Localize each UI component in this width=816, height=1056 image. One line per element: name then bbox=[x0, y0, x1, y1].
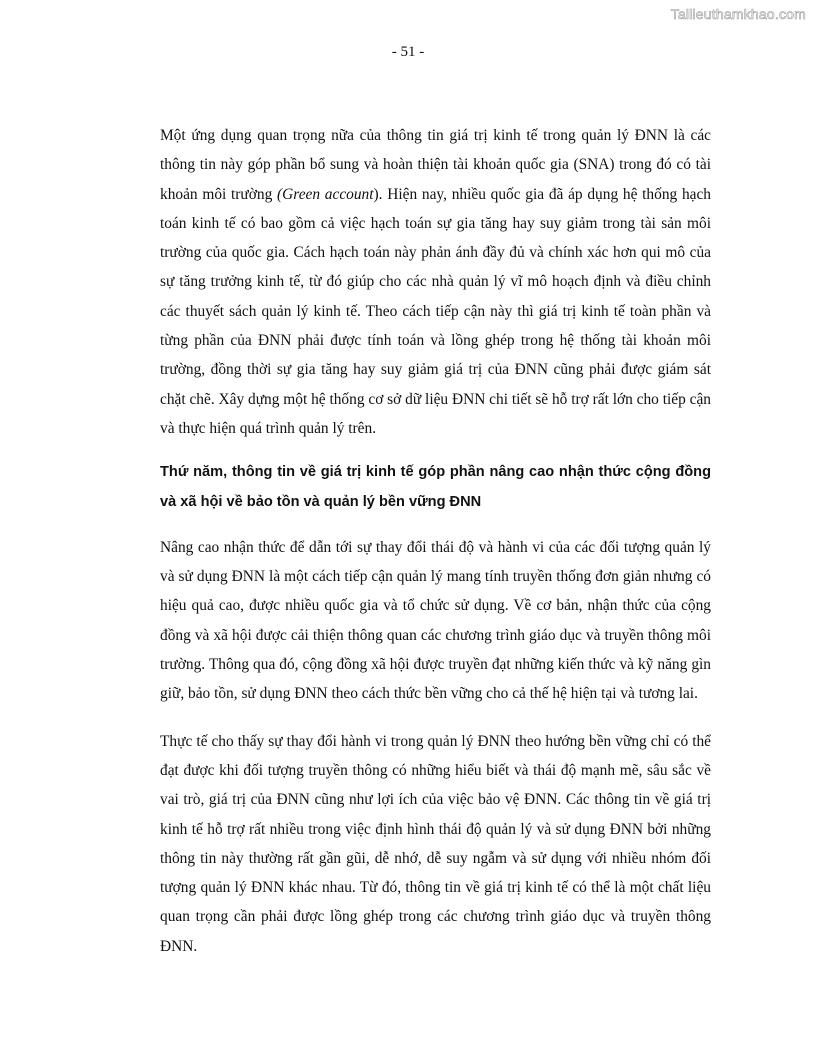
document-body bbox=[160, 121, 711, 961]
section-heading: Thứ năm, thông tin về giá trị kinh tế góp phần nâng cao nhận thức cộng đồng và xã hội về bảo tồn và quản lý bền vững ĐNN bbox=[160, 464, 711, 510]
page-number: - 51 - bbox=[391, 44, 425, 60]
paragraph-1 bbox=[160, 121, 711, 443]
watermark: Tailieuthamkhao.com bbox=[670, 6, 806, 22]
paragraph-2: Nâng cao nhận thức để dẫn tới sự thay đổi thái độ và hành vi của các đối tượng quản lý và sử dụng ĐNN là một cách tiếp cận quản lý mang tính truyền thống đơn giản nhưng có hiệu quả cao, được nhiều quốc gia và tổ chức sử dụng. Về cơ bản, nhận thức của cộng đồng và xã hội được cải thiện thông quan các chương trình giáo dục và truyền thông môi trường. Thông qua đó, cộng đồng xã hội được truyền đạt những kiến thức và kỹ năng gìn giữ, bảo tồn, sử dụng ĐNN theo cách thức bền vững cho cả thế hệ hiện tại và tương lai. bbox=[160, 538, 711, 703]
paragraph-1-italic-term: (Green account bbox=[277, 185, 374, 203]
paragraph-1-text-start: Một ứng dụng quan trọng nữa của thông tin giá trị kinh tế trong quản lý ĐNN là các thông tin này góp phần bổ sung và hoàn thiện tài khoản quốc gia (SNA) trong đó có tài khoản môi trường bbox=[160, 127, 711, 203]
paragraph-3: Thực tế cho thấy sự thay đổi hành vi trong quản lý ĐNN theo hướng bền vững chỉ có thể đạt được khi đối tượng truyền thông có những hiểu biết và thái độ mạnh mẽ, sâu sắc về vai trò, giá trị của ĐNN cũng như lợi ích của việc bảo vệ ĐNN. Các thông tin về giá trị kinh tế hỗ trợ rất nhiều trong việc định hình thái độ quản lý và sử dụng ĐNN bởi những thông tin này thường rất gần gũi, dễ nhớ, dễ suy ngẫm và sử dụng với nhiều nhóm đối tượng quản lý ĐNN khác nhau. Từ đó, thông tin về giá trị kinh tế có thể là một chất liệu quan trọng cần phải được lồng ghép trong các chương trình giáo dục và truyền thông ĐNN. bbox=[160, 732, 711, 955]
paragraph-1-text-end: ). Hiện nay, nhiều quốc gia đã áp dụng hệ thống hạch toán kinh tế có bao gồm cả việc hạch toán sự gia tăng hay suy giảm trong tài sản môi trường của quốc gia. Cách hạch toán này phản ánh đầy đủ và chính xác hơn qui mô của sự tăng trưởng kinh tế, từ đó giúp cho các nhà quản lý vĩ mô hoạch định và điều chỉnh các thuyết sách quản lý kinh tế. Theo cách tiếp cận này thì giá trị kinh tế toàn phần và từng phần của ĐNN phải được tính toán và lồng ghép trong hệ thống tài khoản môi trường, đồng thời sự gia tăng hay suy giảm giá trị của ĐNN cũng phải được giám sát chặt chẽ. Xây dựng một hệ thống cơ sở dữ liệu ĐNN chi tiết sẽ hỗ trợ rất lớn cho tiếp cận và thực hiện quá trình quản lý trên. bbox=[160, 185, 712, 437]
